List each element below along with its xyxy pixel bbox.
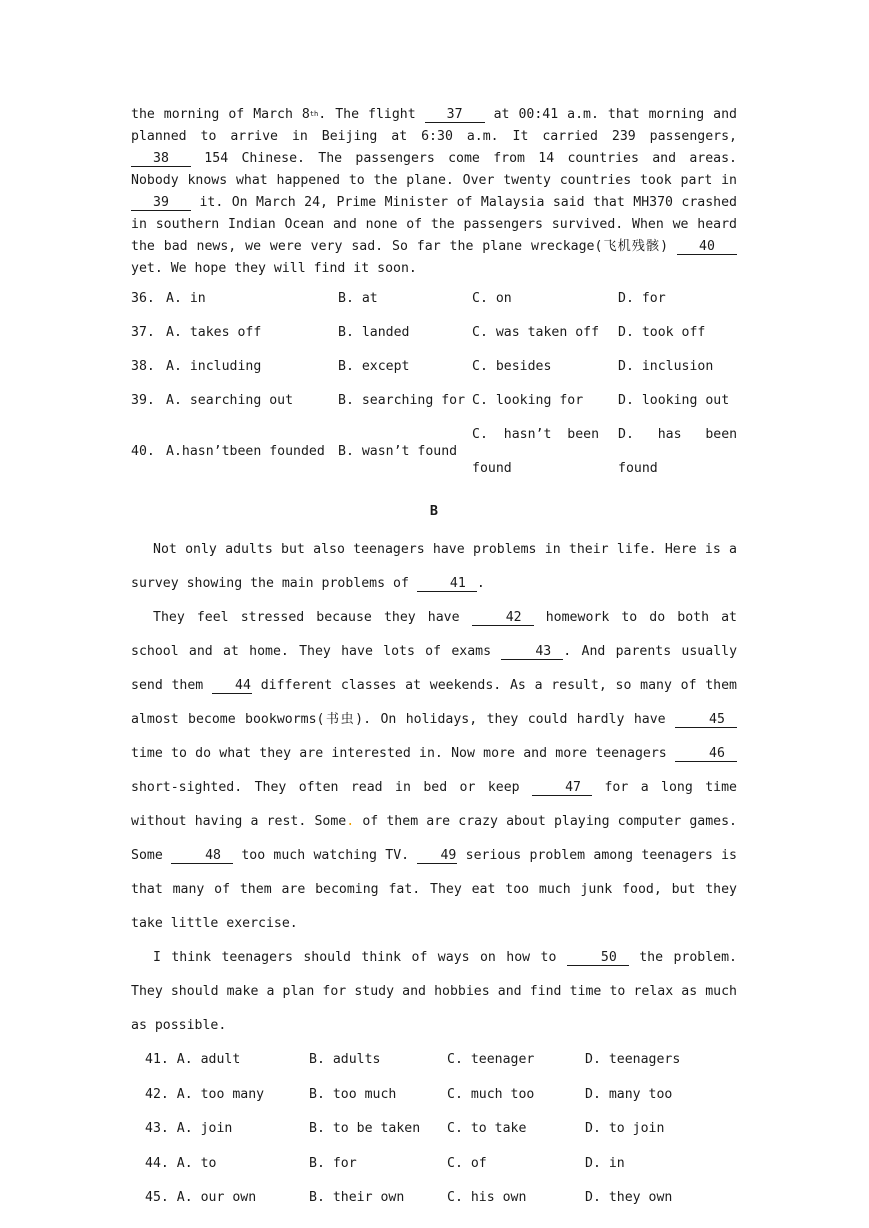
option-a: 41. A. adult	[145, 1052, 241, 1067]
option-c: C. much too	[447, 1086, 535, 1102]
passage-text: I think teenagers should think of ways on how to	[153, 950, 567, 965]
option-c: C. to take	[447, 1121, 527, 1136]
question-number: 36.	[131, 291, 155, 306]
option-b: B. their own	[309, 1190, 405, 1205]
option-c: C. teenager	[447, 1052, 535, 1067]
option-a: 45. A. our own	[145, 1190, 257, 1205]
option-b: B. except	[338, 359, 410, 374]
option-b: B. searching for	[338, 393, 466, 408]
option-b: B. landed	[338, 325, 410, 340]
passage-a	[131, 104, 737, 280]
blank-41: 41	[417, 576, 477, 592]
option-c: C. besides	[472, 359, 552, 374]
passage-text: passengers survived. When we heard the bad news, we were very sad. So far the plane	[131, 217, 737, 254]
passage-text: to arrive in Beijing at 6:30 a.m. It carried 239 passengers,	[200, 129, 737, 144]
passage-b-paragraph-2	[131, 601, 737, 941]
option-b: B. wasn’t found	[338, 444, 458, 459]
question-number: 39.	[131, 393, 155, 408]
option-b: B. for	[309, 1155, 357, 1171]
option-row-44	[131, 1147, 737, 1182]
option-d-line1: D. has been	[618, 427, 738, 442]
option-row-38	[131, 350, 737, 384]
option-a: 44. A. to	[145, 1155, 217, 1171]
option-c: C. his own	[447, 1190, 527, 1205]
option-a: A. in	[166, 291, 206, 306]
option-row-39	[131, 384, 737, 418]
option-d	[618, 418, 737, 486]
passage-text: .	[476, 576, 485, 591]
option-d: D. inclusion	[618, 359, 714, 374]
blank-50: 50	[567, 950, 629, 966]
passage-text: short-sighted. They often read in bed or keep	[131, 780, 533, 795]
passage-text: the morning of March 8	[131, 107, 310, 122]
blank-42: 42	[472, 610, 534, 626]
blank-48: 48	[171, 848, 233, 864]
question-number: 38.	[131, 359, 155, 374]
passage-text: serious problem among teenagers is that many of them are becoming fat. They eat too much junk food, but they take little exercise.	[131, 848, 737, 931]
option-d: D. teenagers	[585, 1052, 681, 1067]
option-row-36	[131, 282, 737, 316]
blank-40: 40	[677, 239, 737, 255]
passage-text: at 00:41 a.m. that morning and planned	[131, 107, 737, 144]
option-d: D. for	[618, 291, 666, 306]
blank-46: 46	[675, 746, 737, 762]
stray-mark: .	[346, 814, 355, 829]
blank-39: 39	[131, 195, 191, 211]
option-d: D. in	[585, 1155, 625, 1171]
passage-b-paragraph-1	[131, 533, 737, 601]
option-b: B. to be taken	[309, 1121, 421, 1136]
passage-text: wreckage(飞机残骸)	[530, 239, 677, 254]
passage-text: . And parents usually send them	[131, 644, 738, 693]
option-c: C. of	[447, 1155, 487, 1171]
option-row-41	[131, 1043, 737, 1078]
option-a: 42. A. too many	[145, 1086, 265, 1102]
passage-text: . The flight	[318, 107, 425, 122]
option-d: D. looking out	[618, 393, 730, 408]
passage-b-paragraph-3	[131, 941, 737, 1043]
blank-45: 45	[675, 712, 737, 728]
option-d: D. to join	[585, 1121, 665, 1136]
option-c	[472, 418, 618, 486]
option-d: D. they own	[585, 1190, 673, 1205]
passage-text: it. On March 24, Prime Minister	[191, 195, 449, 210]
blank-49: 49	[417, 848, 457, 864]
passage-text: yet. We hope they will find it soon.	[131, 261, 417, 276]
option-row-40	[131, 418, 737, 486]
superscript-th: th	[309, 110, 319, 118]
passage-text: Not only adults but also teenagers have problems in their life. Here is a survey showing the main problems of	[131, 542, 737, 591]
passage-text: too much watching TV.	[233, 848, 418, 863]
question-number: 40.	[131, 444, 155, 459]
option-a: A. searching out	[166, 393, 294, 408]
blank-38: 38	[131, 151, 191, 167]
option-b: B. too much	[309, 1086, 397, 1102]
option-a: A. takes off	[166, 325, 262, 340]
passage-text: of Malaysia said that MH370 crashed in southern Indian Ocean and none of the	[131, 195, 737, 232]
option-a: 43. A. join	[145, 1121, 233, 1136]
section-heading: B	[429, 503, 439, 519]
option-c-line1: C. hasn’t been	[472, 427, 600, 442]
passage-text: plane. Over twenty countries took part in	[406, 173, 737, 188]
option-a: A. including	[166, 359, 262, 374]
option-row-37	[131, 316, 737, 350]
blank-43: 43	[501, 644, 563, 660]
option-b: B. at	[338, 291, 378, 306]
option-row-42	[131, 1078, 737, 1113]
option-row-45	[131, 1181, 737, 1216]
option-d-line2: found	[618, 461, 658, 476]
blank-44: 44	[212, 678, 252, 694]
option-row-43	[131, 1112, 737, 1147]
passage-text: time to do what they are interested in. Now more and more teenagers	[131, 746, 675, 761]
option-a: A.hasn’tbeen founded	[166, 444, 325, 459]
option-d: D. many too	[585, 1086, 673, 1102]
passage-text: homework to do both at school and at home. They have lots of exams	[131, 610, 737, 659]
passage-text: The passengers come from 14 countries and areas. Nobody knows what happened to the	[131, 151, 737, 188]
blank-37: 37	[425, 107, 485, 123]
passage-text: They feel stressed because they have	[153, 610, 472, 625]
option-c: C. looking for	[472, 393, 584, 408]
option-c: C. on	[472, 291, 512, 306]
option-d: D. took off	[618, 325, 706, 340]
passage-text: 154 Chinese.	[191, 151, 305, 166]
passage-text: different classes at weekends. As a result, so many of them almost become bookworms(书虫). On holidays, they could hardly have	[131, 678, 737, 727]
question-number: 37.	[131, 325, 155, 340]
passage-text: the problem. They should make a plan for study and hobbies and find time to relax as much as possible.	[131, 950, 737, 1033]
option-b: B. adults	[309, 1052, 381, 1067]
passage-text: of them are crazy about playing computer games. Some	[131, 814, 737, 863]
blank-47: 47	[532, 780, 592, 796]
passage-text: for a long time without having a rest. Some	[131, 780, 737, 829]
exam-page	[131, 104, 737, 1216]
option-c: C. was taken off	[472, 325, 600, 340]
option-c-line2: found	[472, 461, 512, 476]
